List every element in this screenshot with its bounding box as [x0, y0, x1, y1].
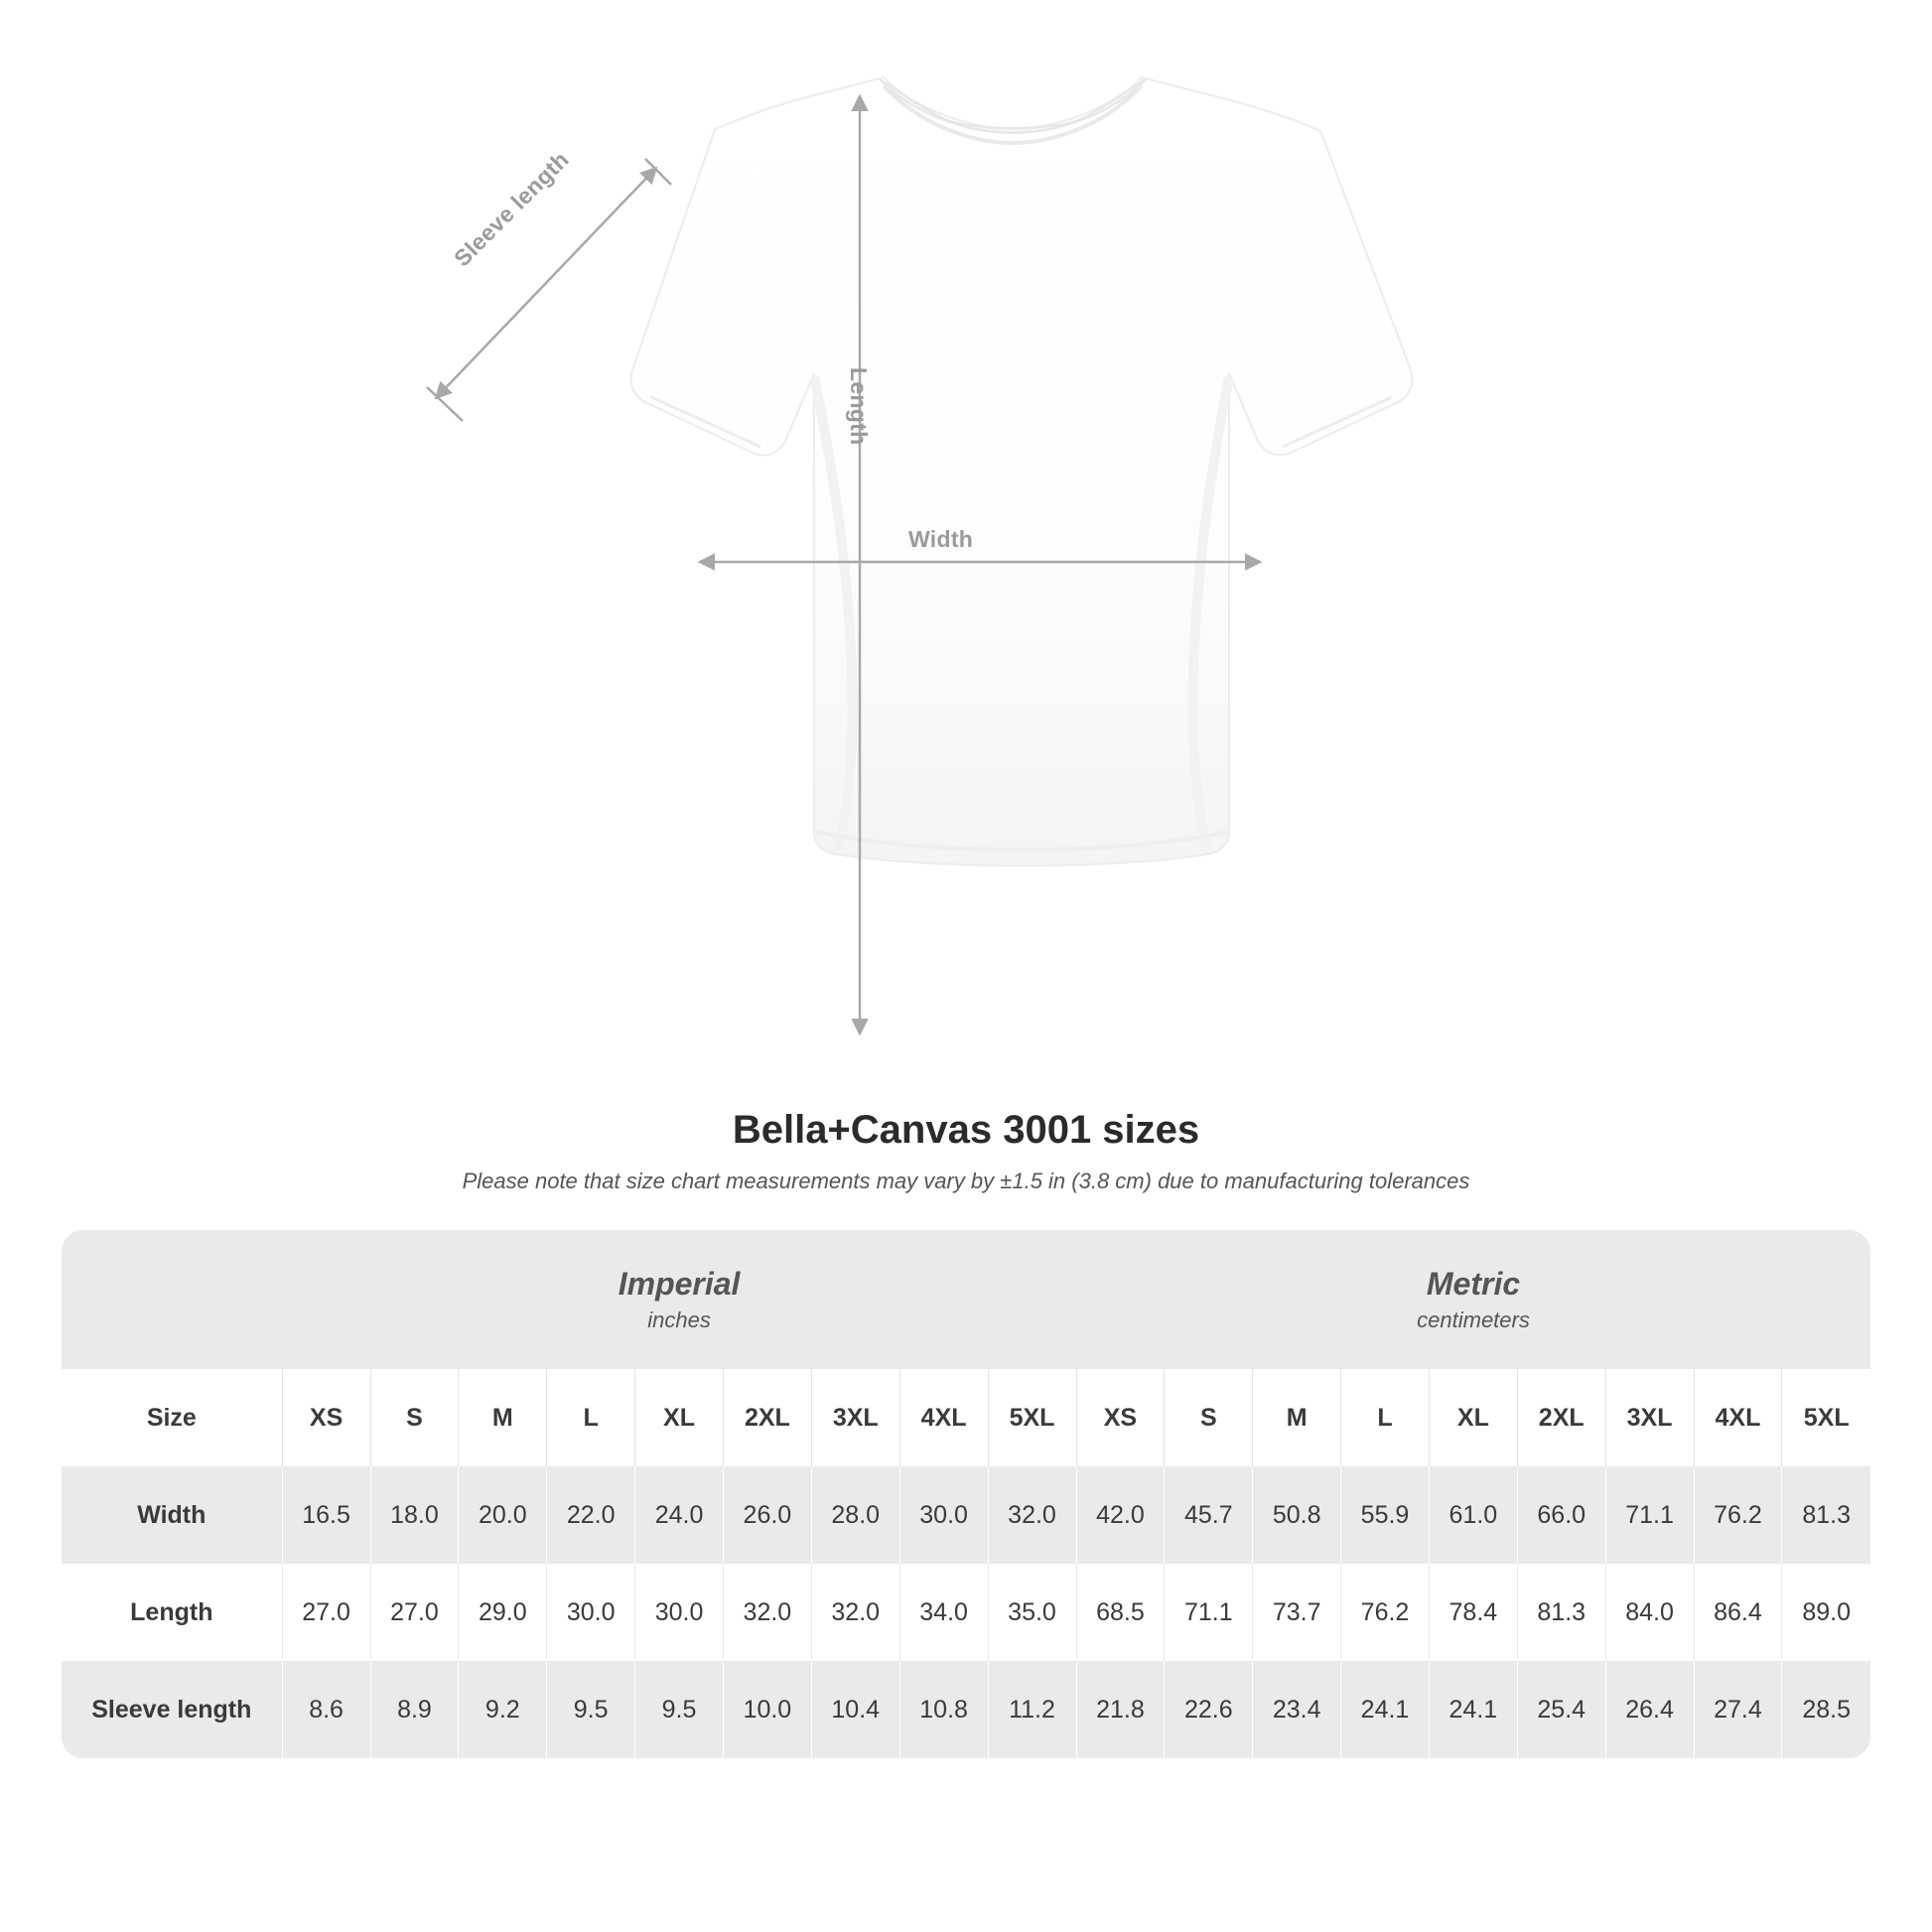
cell: 30.0 — [635, 1564, 724, 1661]
unit-group-imperial — [282, 1230, 1076, 1369]
cell: 11.2 — [988, 1661, 1076, 1758]
cell: 68.5 — [1076, 1564, 1165, 1661]
size-header-row — [62, 1369, 1870, 1466]
table-row — [62, 1564, 1870, 1661]
length-label: Length — [846, 367, 872, 446]
cell: 32.0 — [811, 1564, 899, 1661]
cell: 76.2 — [1341, 1564, 1430, 1661]
cell: 30.0 — [899, 1466, 988, 1564]
cell: 81.3 — [1782, 1466, 1870, 1564]
cell: 21.8 — [1076, 1661, 1165, 1758]
page-title: Bella+Canvas 3001 sizes — [732, 1108, 1200, 1152]
cell: 24.0 — [635, 1466, 724, 1564]
row-label-length: Length — [62, 1564, 282, 1661]
unit-group-metric-name: Metric — [1426, 1265, 1521, 1302]
cell: 10.0 — [723, 1661, 811, 1758]
cell: 45.7 — [1165, 1466, 1253, 1564]
size-header-label: Size — [62, 1369, 282, 1466]
cell: 10.8 — [899, 1661, 988, 1758]
cell: 25.4 — [1517, 1661, 1605, 1758]
size-header-cell: XS — [1076, 1369, 1165, 1466]
cell: 22.0 — [547, 1466, 635, 1564]
unit-group-imperial-name: Imperial — [618, 1265, 741, 1302]
cell: 26.4 — [1605, 1661, 1694, 1758]
cell: 61.0 — [1429, 1466, 1517, 1564]
size-header-cell: M — [459, 1369, 547, 1466]
cell: 9.5 — [635, 1661, 724, 1758]
cell: 32.0 — [723, 1564, 811, 1661]
cell: 9.2 — [459, 1661, 547, 1758]
unit-group-metric-sub: centimeters — [1417, 1307, 1530, 1332]
cell: 35.0 — [988, 1564, 1076, 1661]
cell: 28.5 — [1782, 1661, 1870, 1758]
cell: 81.3 — [1517, 1564, 1605, 1661]
size-header-cell: 2XL — [1517, 1369, 1605, 1466]
cell: 20.0 — [459, 1466, 547, 1564]
cell: 9.5 — [547, 1661, 635, 1758]
cell: 27.0 — [370, 1564, 459, 1661]
cell: 24.1 — [1341, 1661, 1430, 1758]
cell: 86.4 — [1694, 1564, 1782, 1661]
cell: 26.0 — [723, 1466, 811, 1564]
size-header-cell: L — [547, 1369, 635, 1466]
title-block — [0, 1108, 1932, 1194]
table-row — [62, 1466, 1870, 1564]
cell: 71.1 — [1605, 1466, 1694, 1564]
cell: 30.0 — [547, 1564, 635, 1661]
cell: 89.0 — [1782, 1564, 1870, 1661]
size-header-cell: L — [1341, 1369, 1430, 1466]
unit-group-imperial-sub: inches — [647, 1307, 711, 1332]
width-label: Width — [908, 526, 974, 552]
size-header-cell: 5XL — [1782, 1369, 1870, 1466]
size-header-cell: 4XL — [899, 1369, 988, 1466]
cell: 22.6 — [1165, 1661, 1253, 1758]
size-header-cell: 4XL — [1694, 1369, 1782, 1466]
cell: 18.0 — [370, 1466, 459, 1564]
size-header-cell: 3XL — [811, 1369, 899, 1466]
cell: 16.5 — [282, 1466, 370, 1564]
cell: 28.0 — [811, 1466, 899, 1564]
size-header-cell: 5XL — [988, 1369, 1076, 1466]
cell: 50.8 — [1253, 1466, 1341, 1564]
cell: 42.0 — [1076, 1466, 1165, 1564]
cell: 71.1 — [1165, 1564, 1253, 1661]
unit-header-spacer — [62, 1230, 282, 1369]
row-label-width: Width — [62, 1466, 282, 1564]
size-header-cell: XS — [282, 1369, 370, 1466]
size-header-cell: S — [1165, 1369, 1253, 1466]
cell: 24.1 — [1429, 1661, 1517, 1758]
size-header-cell: XL — [1429, 1369, 1517, 1466]
cell: 8.9 — [370, 1661, 459, 1758]
size-header-cell: S — [370, 1369, 459, 1466]
size-header-cell: M — [1253, 1369, 1341, 1466]
cell: 34.0 — [899, 1564, 988, 1661]
cell: 32.0 — [988, 1466, 1076, 1564]
table-row — [62, 1661, 1870, 1758]
cell: 29.0 — [459, 1564, 547, 1661]
sleeve-length-label: Sleeve length — [449, 146, 574, 272]
cell: 8.6 — [282, 1661, 370, 1758]
size-header-cell: XL — [635, 1369, 724, 1466]
size-table-container — [62, 1230, 1870, 1758]
size-header-cell: 2XL — [723, 1369, 811, 1466]
unit-group-metric — [1076, 1230, 1870, 1369]
cell: 10.4 — [811, 1661, 899, 1758]
cell: 27.4 — [1694, 1661, 1782, 1758]
cell: 84.0 — [1605, 1564, 1694, 1661]
cell: 23.4 — [1253, 1661, 1341, 1758]
size-header-cell: 3XL — [1605, 1369, 1694, 1466]
cell: 27.0 — [282, 1564, 370, 1661]
row-label-sleeve-length: Sleeve length — [62, 1661, 282, 1758]
cell: 66.0 — [1517, 1466, 1605, 1564]
size-table — [62, 1230, 1870, 1758]
tolerance-note: Please note that size chart measurements may vary by ±1.5 in (3.8 cm) due to manufacturing tolerances — [462, 1169, 1470, 1193]
cell: 76.2 — [1694, 1466, 1782, 1564]
unit-header-row — [62, 1230, 1870, 1369]
cell: 73.7 — [1253, 1564, 1341, 1661]
cell: 78.4 — [1429, 1564, 1517, 1661]
cell: 55.9 — [1341, 1466, 1430, 1564]
